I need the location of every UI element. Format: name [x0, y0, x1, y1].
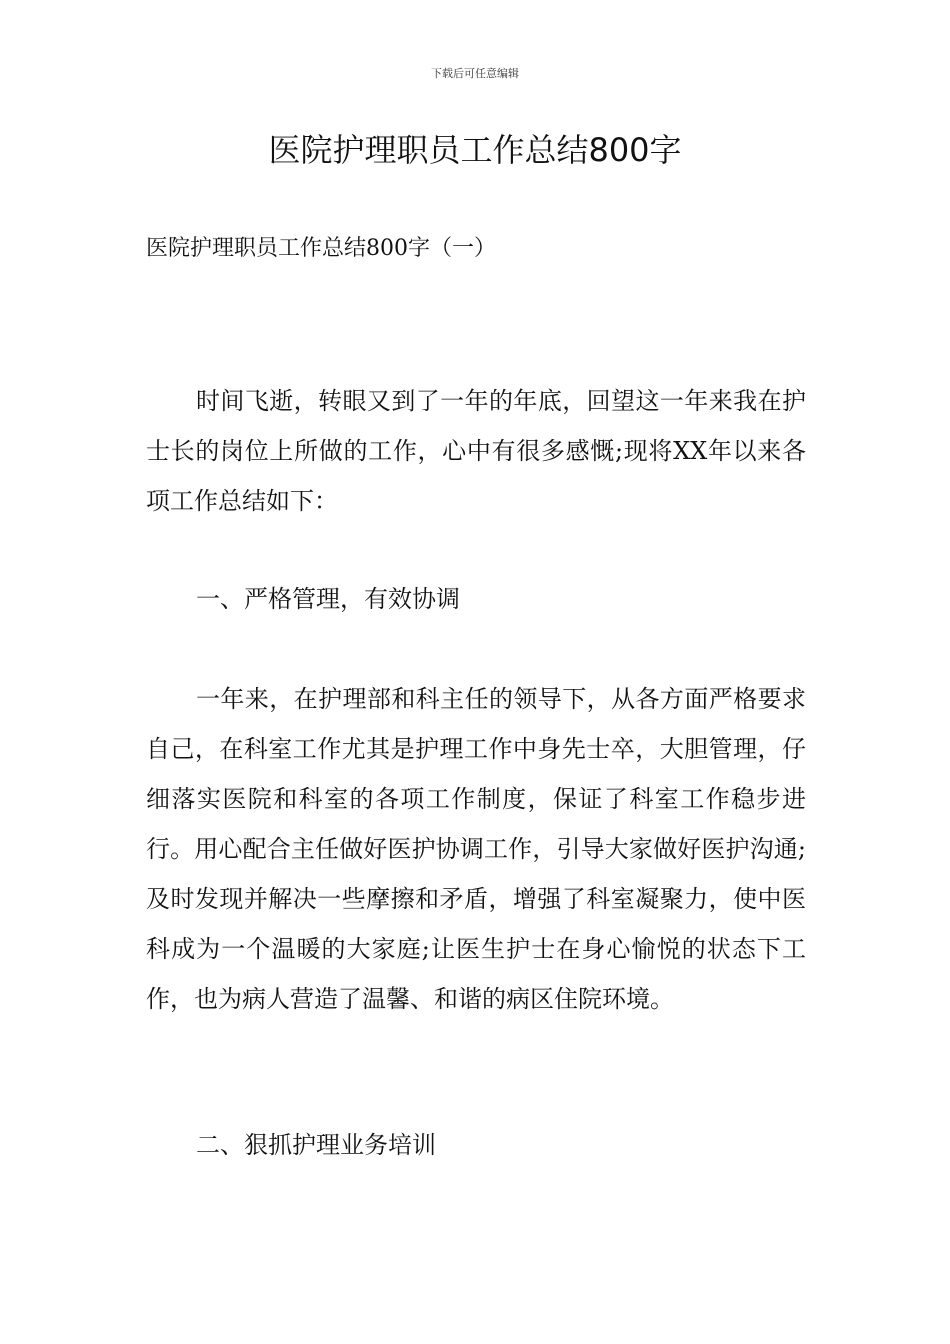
paragraph-intro: 时间飞逝，转眼又到了一年的年底，回望这一年来我在护士长的岗位上所做的工作，心中有很多感慨;现将XX年以来各项工作总结如下：	[146, 387, 806, 515]
section-heading-2: 二、狠抓护理业务培训	[196, 1131, 436, 1159]
document-subtitle: 医院护理职员工作总结800字（一）	[146, 236, 496, 261]
header-note: 下载后可任意编辑	[431, 67, 519, 80]
document-title: 医院护理职员工作总结800字	[268, 131, 682, 169]
section-heading-1: 一、严格管理，有效协调	[196, 585, 460, 613]
paragraph-section-1: 一年来，在护理部和科主任的领导下，从各方面严格要求自己，在科室工作尤其是护理工作中身先士卒，大胆管理，仔细落实医院和科室的各项工作制度，保证了科室工作稳步进行。用心配合主任做好医护协调工作，引导大家做好医护沟通;及时发现并解决一些摩擦和矛盾，增强了科室凝聚力，使中医科成为一个温暖的大家庭;让医生护士在身心愉悦的状态下工作，也为病人营造了温馨、和谐的病区住院环境。	[146, 685, 806, 1013]
